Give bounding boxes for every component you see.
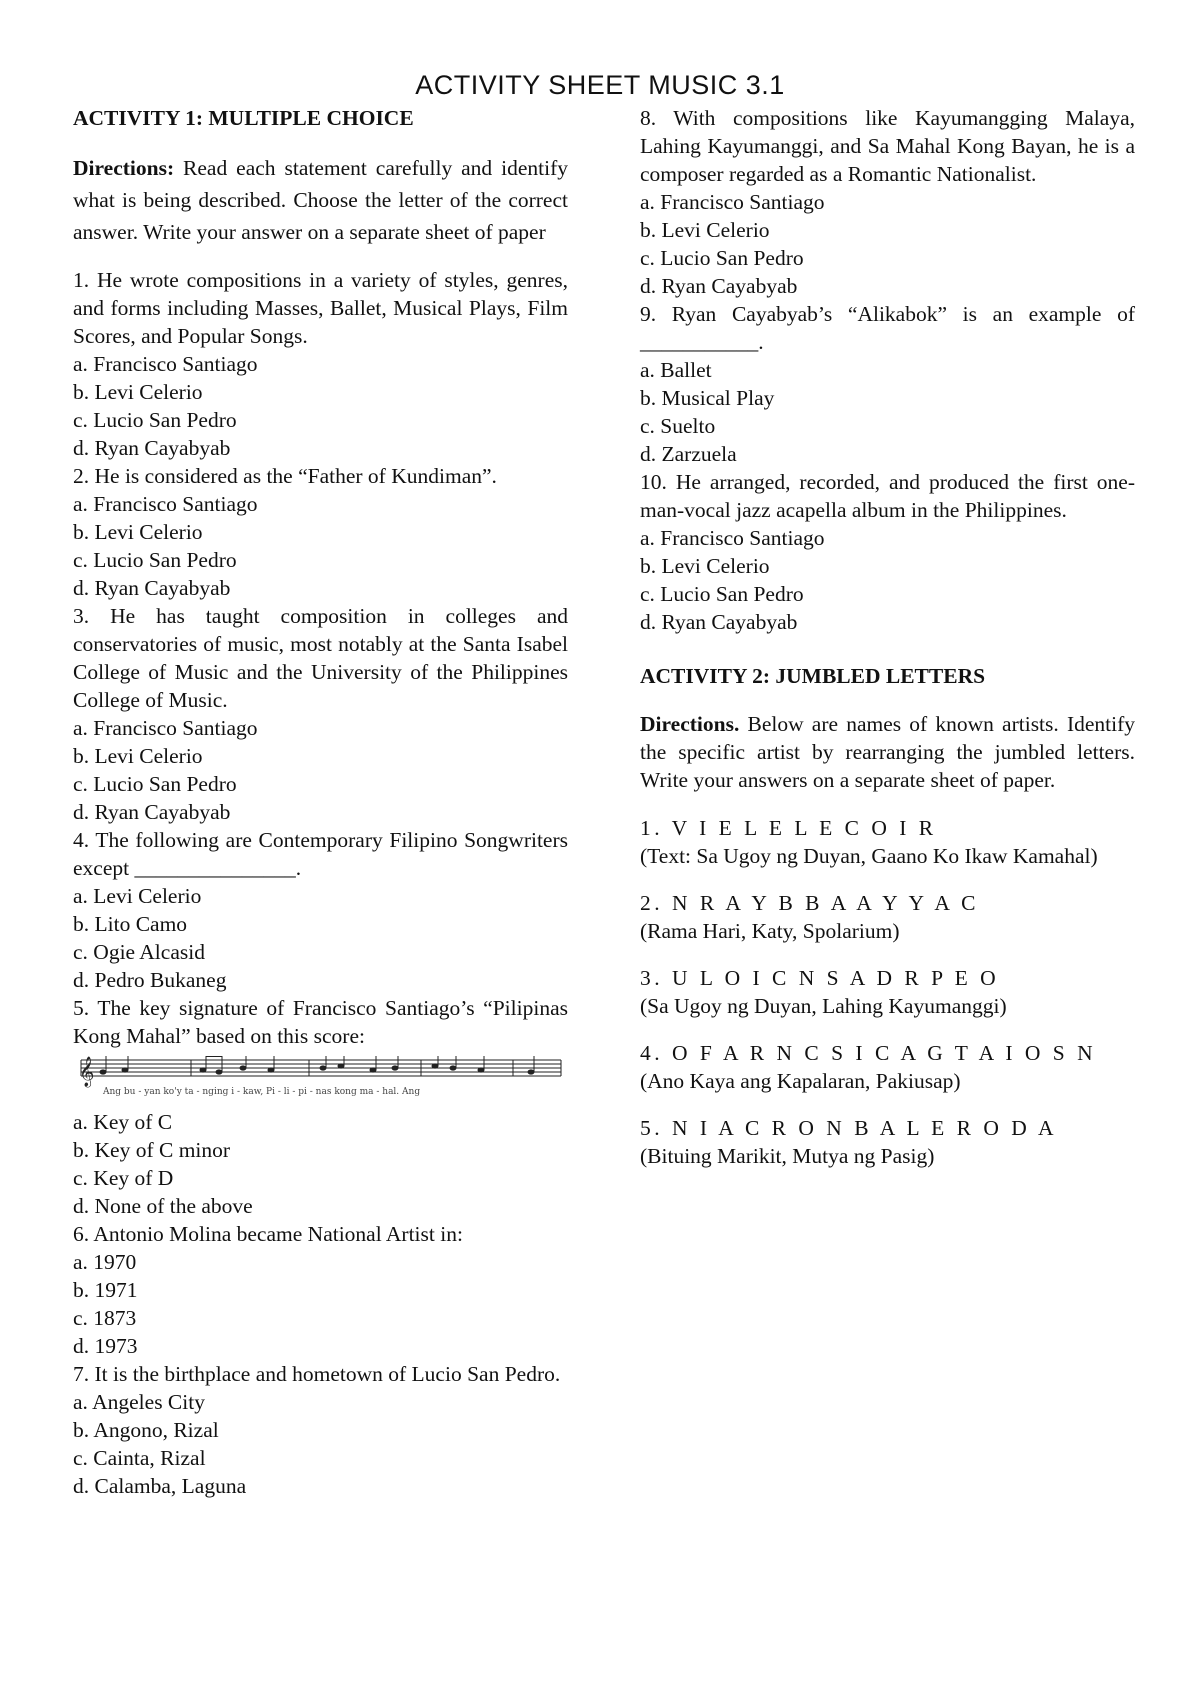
option-a: a. Francisco Santiago (73, 352, 258, 376)
option-d: d. Pedro Bukaneg (73, 968, 227, 992)
jumble-hint: (Ano Kaya ang Kapalaran, Pakiusap) (640, 1069, 961, 1093)
option-c: c. Suelto (640, 414, 716, 438)
jumble-item-4 (640, 1039, 1135, 1095)
option-a: a. 1970 (73, 1250, 137, 1274)
question-text: 2. He is considered as the “Father of Kundiman”. (73, 464, 497, 488)
option-d: d. Ryan Cayabyab (73, 576, 231, 600)
question-1 (73, 266, 568, 462)
question-7 (73, 1360, 568, 1500)
option-b: b. Levi Celerio (73, 520, 203, 544)
option-b: b. 1971 (73, 1278, 138, 1302)
option-c: c. 1873 (73, 1306, 137, 1330)
question-text: 4. The following are Contemporary Filipino Songwriters except _______________. (73, 828, 568, 880)
option-c: c. Ogie Alcasid (73, 940, 205, 964)
option-d: d. 1973 (73, 1334, 138, 1358)
jumbled-letters: 4. O F A R N C S I C A G T A I O S N (640, 1041, 1097, 1065)
jumble-item-3 (640, 964, 1135, 1020)
option-a: a. Levi Celerio (73, 884, 202, 908)
option-a: a. Francisco Santiago (640, 190, 825, 214)
jumble-item-2 (640, 889, 1135, 945)
activity2-heading: ACTIVITY 2: JUMBLED LETTERS (640, 664, 986, 688)
activity2-directions (640, 710, 1135, 794)
option-c: c. Lucio San Pedro (640, 582, 804, 606)
option-a: a. Angeles City (73, 1390, 205, 1414)
question-8 (640, 104, 1135, 300)
question-text: 9. Ryan Cayabyab’s “Alikabok” is an example of ___________. (640, 302, 1135, 354)
option-a: a. Francisco Santiago (640, 526, 825, 550)
page-title: ACTIVITY SHEET MUSIC 3.1 (415, 70, 785, 100)
option-d: d. Ryan Cayabyab (640, 274, 798, 298)
jumbled-letters: 3. U L O I C N S A D R P E O (640, 966, 1000, 990)
question-9 (640, 300, 1135, 468)
option-c: c. Key of D (73, 1166, 174, 1190)
option-d: d. Ryan Cayabyab (73, 436, 231, 460)
question-text: 8. With compositions like Kayumangging Malaya, Lahing Kayumanggi, and Sa Mahal Kong Bayan, he is a composer regarded as a Romantic Nationalist. (640, 106, 1135, 186)
activity1-heading: ACTIVITY 1: MULTIPLE CHOICE (73, 106, 414, 130)
option-d: d. Ryan Cayabyab (640, 610, 798, 634)
jumbled-letters: 1. V I E L E L E C O I R (640, 816, 937, 840)
jumble-hint: (Sa Ugoy ng Duyan, Lahing Kayumanggi) (640, 994, 1007, 1018)
option-d: d. Ryan Cayabyab (73, 800, 231, 824)
right-column (640, 104, 1135, 1189)
option-d: d. None of the above (73, 1194, 253, 1218)
jumbled-letters: 2. N R A Y B B A A Y Y A C (640, 891, 979, 915)
jumble-item-5 (640, 1114, 1135, 1170)
option-c: c. Cainta, Rizal (73, 1446, 206, 1470)
option-c: c. Lucio San Pedro (73, 548, 237, 572)
option-b: b. Angono, Rizal (73, 1418, 219, 1442)
question-4 (73, 826, 568, 994)
section-spacer (640, 636, 1135, 662)
jumble-hint: (Text: Sa Ugoy ng Duyan, Gaano Ko Ikaw Kamahal) (640, 844, 1098, 868)
option-b: b. Levi Celerio (73, 380, 203, 404)
score-lyrics: Ang bu - yan ko'y ta - nging i - kaw, Pi - li - pi - nas kong ma - hal. Ang (103, 1087, 421, 1097)
option-a: a. Francisco Santiago (73, 492, 258, 516)
jumble-hint: (Bituing Marikit, Mutya ng Pasig) (640, 1144, 935, 1168)
option-a: a. Francisco Santiago (73, 716, 258, 740)
question-text: 1. He wrote compositions in a variety of styles, genres, and forms including Masses, Ballet, Musical Plays, Film Scores, and Popular Songs. (73, 268, 568, 348)
option-a: a. Key of C (73, 1110, 173, 1134)
directions-label: Directions. (640, 712, 740, 736)
treble-clef-icon: 𝄞 (79, 1057, 95, 1087)
directions-text: Below are names of known artists. Identify the specific artist by rearranging the jumbled letters. Write your answers on a separate sheet of paper. (640, 712, 1135, 792)
option-b: b. Levi Celerio (640, 218, 770, 242)
option-c: c. Lucio San Pedro (73, 772, 237, 796)
option-d: d. Zarzuela (640, 442, 737, 466)
question-text: 10. He arranged, recorded, and produced the first one-man-vocal jazz acapella album in the Philippines. (640, 470, 1135, 522)
question-text: 6. Antonio Molina became National Artist in: (73, 1222, 463, 1246)
question-10 (640, 468, 1135, 636)
directions-label: Directions: (73, 156, 175, 180)
option-b: b. Levi Celerio (640, 554, 770, 578)
option-b: b. Musical Play (640, 386, 775, 410)
left-column (73, 104, 568, 1500)
option-b: b. Levi Celerio (73, 744, 203, 768)
question-3 (73, 602, 568, 826)
question-text: 3. He has taught composition in colleges and conservatories of music, most notably at the Santa Isabel College of Music and the University of the Philippines College of Music. (73, 604, 568, 712)
option-c: c. Lucio San Pedro (73, 408, 237, 432)
option-b: b. Lito Camo (73, 912, 188, 936)
directions-text: Read each statement carefully and identify what is being described. Choose the letter of the correct answer. Write your answer on a separate sheet of paper (73, 156, 568, 244)
jumble-hint: (Rama Hari, Katy, Spolarium) (640, 919, 900, 943)
option-b: b. Key of C minor (73, 1138, 231, 1162)
activity1-directions (73, 152, 568, 248)
question-text: 5. The key signature of Francisco Santiago’s “Pilipinas Kong Mahal” based on this score: (73, 996, 568, 1048)
jumble-item-1 (640, 814, 1135, 870)
question-text: 7. It is the birthplace and hometown of Lucio San Pedro. (73, 1362, 561, 1386)
music-score-image (73, 1056, 563, 1100)
option-c: c. Lucio San Pedro (640, 246, 804, 270)
jumbled-letters: 5. N I A C R O N B A L E R O D A (640, 1116, 1058, 1140)
option-a: a. Ballet (640, 358, 712, 382)
question-6 (73, 1220, 568, 1360)
option-d: d. Calamba, Laguna (73, 1474, 247, 1498)
question-2 (73, 462, 568, 602)
question-5 (73, 994, 568, 1220)
